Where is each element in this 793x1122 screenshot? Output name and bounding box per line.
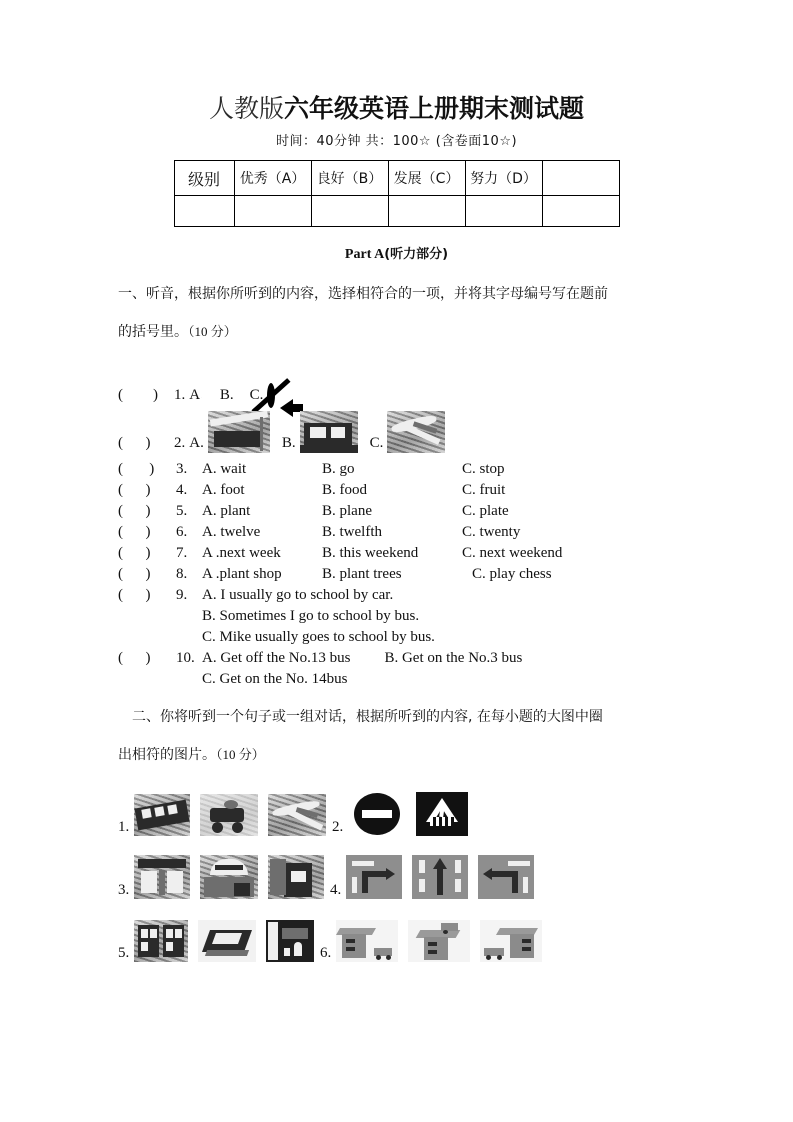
question-4	[118, 480, 675, 501]
question-9-indent-b	[118, 606, 202, 627]
question-8-option-b[interactable]: B. plant trees	[322, 566, 402, 582]
grid-row-3-number-right: 6.	[320, 945, 332, 961]
grade-cell-d[interactable]	[465, 196, 542, 227]
photo-open-magazine-image[interactable]	[134, 920, 188, 962]
table-row	[174, 161, 619, 196]
map-go-straight-image[interactable]	[412, 855, 468, 899]
question-3-option-a[interactable]: A. wait	[202, 461, 247, 477]
question-5-option-a[interactable]: A. plant	[202, 503, 251, 519]
desk-car-front-image[interactable]	[480, 920, 542, 962]
answer-blank-1[interactable]: ( )	[118, 387, 158, 403]
question-1-option-a-label[interactable]: A.	[189, 387, 204, 403]
photo-closed-book-image[interactable]	[198, 920, 256, 962]
section-one-instruction-tail: 的括号里。	[118, 324, 188, 340]
question-2-option-a-label[interactable]: A.	[189, 435, 204, 451]
grid-row-1-number-right: 2.	[332, 819, 344, 835]
question-10	[118, 648, 675, 669]
grade-header-b: 良好（B）	[311, 161, 388, 196]
photo-bus-image[interactable]	[300, 411, 358, 453]
question-8-option-c[interactable]: C. play chess	[472, 566, 552, 582]
question-5	[118, 501, 675, 522]
question-9-line-c	[118, 627, 675, 648]
question-1	[118, 353, 675, 405]
photo-shop-image[interactable]	[134, 855, 190, 899]
sign-no-entry-icon[interactable]	[348, 792, 406, 836]
question-5-number: 5.	[176, 503, 188, 519]
sign-crosswalk-icon[interactable]	[416, 792, 468, 836]
question-8-number: 8.	[176, 566, 188, 582]
question-4-option-b[interactable]: B. food	[322, 482, 367, 498]
answer-blank-2[interactable]: ( )	[118, 435, 151, 451]
question-3-option-b[interactable]: B. go	[322, 461, 355, 477]
question-7-number: 7.	[176, 545, 188, 561]
grade-header-a: 优秀（A）	[234, 161, 311, 196]
answer-blank-6[interactable]: ( )	[118, 524, 151, 540]
grid-row-1-number-left: 1.	[118, 819, 130, 835]
question-6-option-c[interactable]: C. twenty	[462, 524, 521, 540]
question-6-option-a[interactable]: A. twelve	[202, 524, 261, 540]
question-5-option-c[interactable]: C. plate	[462, 503, 509, 519]
answer-blank-10[interactable]: ( )	[118, 650, 151, 666]
section-two-points: （10 分）	[216, 747, 265, 762]
desk-car-beside-image[interactable]	[336, 920, 398, 962]
title-main: 六年级英语上册期末测试题	[284, 94, 585, 123]
section-two-instruction-line2	[118, 738, 675, 772]
grid-row-3-number-left: 5.	[118, 945, 130, 961]
grade-header-c: 发展（C）	[388, 161, 465, 196]
grade-header-d: 努力（D）	[465, 161, 542, 196]
page-content	[118, 92, 675, 965]
answer-blank-8[interactable]: ( )	[118, 566, 151, 582]
grade-table	[174, 160, 620, 227]
photo-post-box-image[interactable]	[268, 855, 324, 899]
question-5-option-b[interactable]: B. plane	[322, 503, 372, 519]
question-10-indent-c	[118, 669, 202, 690]
question-9	[118, 585, 675, 606]
grade-header-extra	[542, 161, 619, 196]
question-4-number: 4.	[176, 482, 188, 498]
grade-cell-c[interactable]	[388, 196, 465, 227]
photo-story-book-image[interactable]	[266, 920, 314, 962]
photo-airplane-image[interactable]	[268, 794, 326, 836]
grade-table-wrapper	[118, 160, 675, 227]
question-8	[118, 564, 675, 585]
grid-row-2	[118, 839, 675, 899]
table-row	[174, 196, 619, 227]
sign-no-left-turn-icon[interactable]	[267, 387, 275, 405]
part-a-label-cn: (听力部分)	[384, 247, 449, 262]
question-9-option-b[interactable]: B. Sometimes I go to school by bus.	[202, 608, 420, 624]
grid-row-2-number-left: 3.	[118, 882, 130, 898]
question-6	[118, 522, 675, 543]
question-1-option-b-label[interactable]: B.	[219, 387, 234, 403]
section-one-instruction-line2	[118, 315, 675, 349]
question-1-option-c-label[interactable]: C.	[249, 387, 264, 403]
answer-blank-5[interactable]: ( )	[118, 503, 151, 519]
question-6-option-b[interactable]: B. twelfth	[322, 524, 382, 540]
grid-row-1	[118, 776, 675, 836]
question-7-option-c[interactable]: C. next weekend	[462, 545, 563, 561]
question-2-option-c-label[interactable]: C.	[369, 435, 384, 451]
photo-plane-image[interactable]	[387, 411, 445, 453]
section-one-instruction-line1: 一、听音，根据你所听到的内容，选择相符合的一项，并将其字母编号写在题前	[118, 286, 608, 302]
question-list	[118, 459, 675, 690]
photo-train-image[interactable]	[134, 794, 190, 836]
part-a-label: Part A	[344, 247, 385, 262]
answer-blank-4[interactable]: ( )	[118, 482, 151, 498]
question-10-number: 10.	[176, 650, 195, 666]
title-publisher: 人教版	[208, 94, 284, 123]
question-9-number: 9.	[176, 587, 188, 603]
grid-row-3	[118, 902, 675, 962]
section-two-image-grid	[118, 776, 675, 962]
question-8-option-a[interactable]: A .plant shop	[202, 566, 282, 582]
map-turn-right-image[interactable]	[346, 855, 402, 899]
answer-blank-3[interactable]: ( )	[118, 461, 155, 477]
question-9-option-c[interactable]: C. Mike usually goes to school by bus.	[202, 629, 435, 645]
grade-header-level: 级别	[174, 161, 234, 196]
grade-cell-b[interactable]	[311, 196, 388, 227]
question-4-option-a[interactable]: A. foot	[202, 482, 245, 498]
grade-cell-extra[interactable]	[542, 196, 619, 227]
answer-blank-7[interactable]: ( )	[118, 545, 151, 561]
question-7-option-a[interactable]: A .next week	[202, 545, 281, 561]
answer-blank-9[interactable]: ( )	[118, 587, 151, 603]
question-9-indent-c	[118, 627, 202, 648]
exam-subtitle: 时间：40分钟 共：100☆ (含卷面10☆)	[275, 134, 518, 149]
question-7-option-b[interactable]: B. this weekend	[322, 545, 419, 561]
question-1-number: 1.	[174, 387, 186, 403]
grid-row-2-number-right: 4.	[330, 882, 342, 898]
map-turn-left-image[interactable]	[478, 855, 534, 899]
question-3-option-c[interactable]: C. stop	[462, 461, 505, 477]
question-2	[118, 405, 675, 453]
question-6-number: 6.	[176, 524, 188, 540]
question-10-option-c[interactable]: C. Get on the No. 14bus	[202, 671, 348, 687]
question-3-number: 3.	[176, 461, 188, 477]
grade-cell-level[interactable]	[174, 196, 234, 227]
question-9-option-a[interactable]: A. I usually go to school by car.	[202, 587, 394, 603]
question-10-option-b[interactable]: B. Get on the No.3 bus	[384, 650, 523, 666]
photo-jeep-image[interactable]	[200, 794, 258, 836]
photo-bus-stop-image[interactable]	[208, 411, 270, 453]
section-one-points: （10 分）	[188, 324, 237, 339]
question-3	[118, 459, 675, 480]
question-10-line-c	[118, 669, 675, 690]
desk-car-on-image[interactable]	[408, 920, 470, 962]
section-two-instruction-tail: 出相符的图片。	[118, 747, 216, 763]
grade-cell-a[interactable]	[234, 196, 311, 227]
question-9-line-b	[118, 606, 675, 627]
part-a-heading	[118, 243, 675, 263]
question-7	[118, 543, 675, 564]
section-two-instruction-line1: 二、你将听到一个句子或一组对话，根据所听到的内容, 在每小题的大图中圈	[132, 709, 603, 725]
photo-museum-image[interactable]	[200, 855, 258, 899]
question-4-option-c[interactable]: C. fruit	[462, 482, 506, 498]
question-2-number: 2.	[174, 435, 186, 451]
page-title	[118, 92, 675, 126]
question-10-option-a[interactable]: A. Get off the No.13 bus	[202, 650, 351, 666]
question-2-option-b-label[interactable]: B.	[281, 435, 296, 451]
